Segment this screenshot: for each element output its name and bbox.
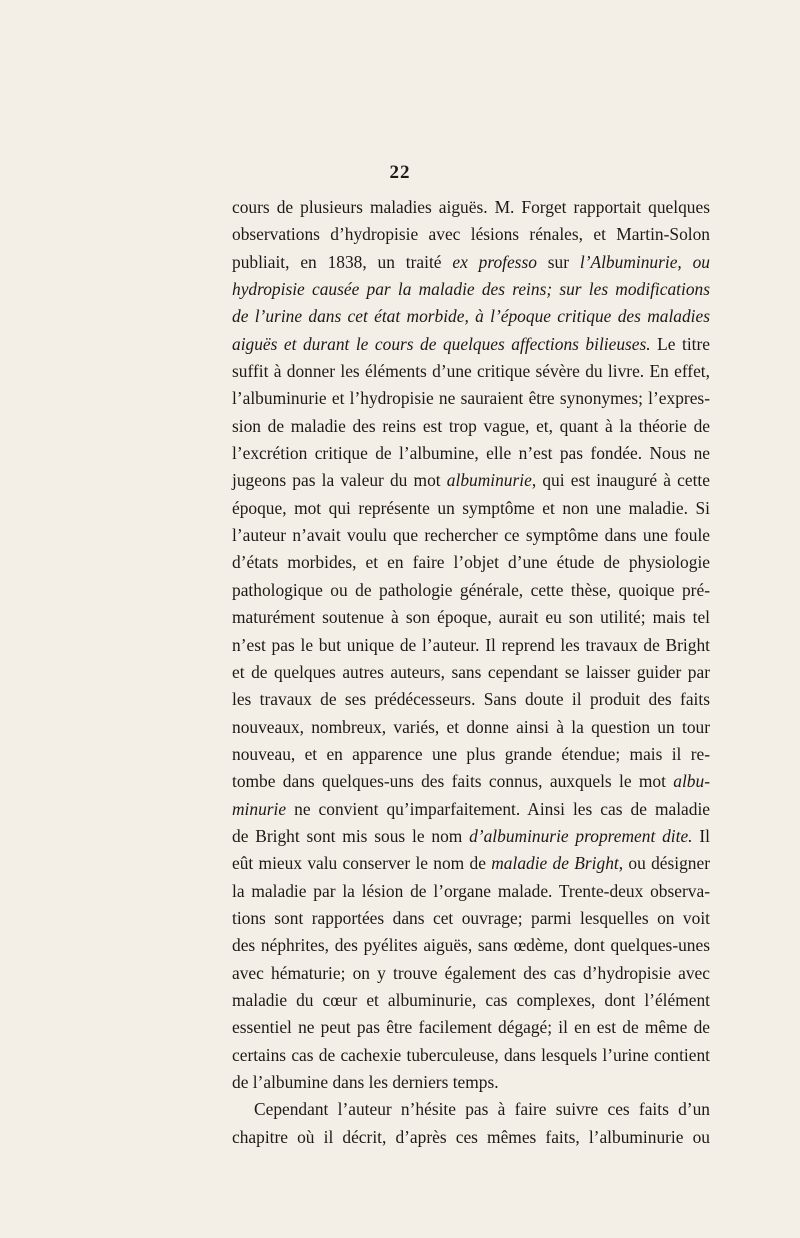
- text-line: [232, 659, 710, 686]
- paragraph: [232, 1096, 710, 1151]
- text-line: [232, 987, 710, 1014]
- body-text: [232, 194, 710, 1151]
- text-segment: cours de plusieurs maladies aiguës. M. Forget rapportait quelques: [232, 197, 710, 217]
- text-segment: eût mieux valu conserver le nom de: [232, 853, 492, 874]
- text-segment: suffit à donner les éléments d’une critique sévère du livre. En effet,: [232, 361, 710, 382]
- text-line: [232, 385, 710, 412]
- text-segment: et de quelques autres auteurs, sans cependant se laisser guider par: [232, 661, 710, 682]
- text-line: [232, 331, 710, 358]
- text-segment: Cependant l’auteur n’hésite pas à faire suivre ces faits d’un: [254, 1099, 710, 1120]
- text-segment: maturément soutenue à son époque, aurait eu son utilité; mais tel: [232, 607, 710, 628]
- text-segment: l’auteur n’avait voulu que rechercher ce symptôme dans une foule: [232, 525, 710, 546]
- italic-text: minurie: [232, 798, 287, 819]
- text-segment: observations d’hydropisie avec lésions rénales, et Martin-Solon: [232, 224, 710, 245]
- italic-text: de l’urine dans cet état morbide, à l’époque critique des maladies: [232, 306, 710, 327]
- text-line: [232, 221, 710, 248]
- text-line: [232, 823, 710, 850]
- text-line: [232, 1069, 710, 1096]
- text-line: [232, 440, 710, 467]
- text-segment: les travaux de ses prédécesseurs. Sans doute il produit des faits: [232, 689, 710, 710]
- text-line: [232, 358, 710, 385]
- text-line: [232, 1042, 710, 1069]
- text-segment: la maladie par la lésion de l’organe malade. Trente-deux observa-: [232, 880, 710, 901]
- text-segment: nouveaux, nombreux, variés, et donne ainsi à la question un tour: [232, 716, 710, 737]
- text-segment: maladie du cœur et albuminurie, cas complexes, dont l’élément: [232, 989, 710, 1010]
- text-line: [232, 1096, 710, 1123]
- text-line: [232, 850, 710, 877]
- text-segment: Il: [692, 825, 710, 846]
- text-line: [232, 905, 710, 932]
- text-segment: d’états morbides, et en faire l’objet d’une étude de physiologie: [232, 552, 710, 573]
- text-segment: époque, mot qui représente un symptôme et non une maladie. Si: [232, 497, 710, 518]
- text-segment: nouveau, et en apparence une plus grande étendue; mais il re-: [232, 743, 710, 764]
- text-segment: ne convient qu’imparfaitement. Ainsi les cas de maladie: [286, 798, 710, 819]
- text-line: [232, 413, 710, 440]
- text-segment: l’albuminurie et l’hydropisie ne sauraient être synonymes; l’expres-: [232, 388, 710, 409]
- text-line: [232, 932, 710, 959]
- text-segment: avec hématurie; on y trouve également des cas d’hydropisie avec: [232, 962, 710, 983]
- text-segment: de Bright sont mis sous le nom: [232, 825, 470, 846]
- text-line: [232, 577, 710, 604]
- text-segment: tions sont rapportées dans cet ouvrage; parmi lesquelles on voit: [232, 907, 710, 928]
- italic-text: aiguës et durant le cours de quelques affections bilieuses.: [232, 333, 651, 354]
- text-line: [232, 549, 710, 576]
- text-segment: pathologique ou de pathologie générale, cette thèse, quoique pré-: [232, 579, 710, 600]
- text-line: [232, 878, 710, 905]
- text-segment: , ou désigner: [618, 853, 710, 874]
- text-segment: sur: [536, 251, 580, 272]
- italic-text: albuminurie: [446, 470, 532, 491]
- text-line: [232, 632, 710, 659]
- text-line: [232, 686, 710, 713]
- text-line: [232, 522, 710, 549]
- text-line: [232, 604, 710, 631]
- italic-text: albu-: [673, 771, 710, 792]
- italic-text: ex professo: [452, 251, 537, 272]
- italic-text: l’Albuminurie, ou: [579, 251, 711, 272]
- text-segment: certains cas de cachexie tuberculeuse, dans lesquels l’urine contient: [232, 1044, 710, 1065]
- text-line: [232, 960, 710, 987]
- text-segment: n’est pas le but unique de l’auteur. Il reprend les travaux de Bright: [232, 634, 710, 655]
- text-segment: jugeons pas la valeur du mot: [232, 470, 447, 491]
- italic-text: maladie de Bright: [491, 853, 619, 874]
- paragraph: [232, 194, 710, 1096]
- text-line: [232, 495, 710, 522]
- text-line: [232, 303, 710, 330]
- text-segment: l’excrétion critique de l’albumine, elle n’est pas fondée. Nous ne: [232, 443, 710, 464]
- text-line: [232, 1124, 710, 1151]
- text-line: [232, 1014, 710, 1041]
- text-segment: Le titre: [650, 333, 710, 354]
- page-number: 22: [389, 162, 411, 183]
- italic-text: hydropisie causée par la maladie des reins; sur les modifications: [232, 279, 710, 300]
- text-segment: de l’albumine dans les derniers temps.: [232, 1072, 499, 1092]
- text-line: [232, 796, 710, 823]
- text-line: [232, 194, 710, 221]
- text-segment: essentiel ne peut pas être facilement dégagé; il en est de même de: [232, 1017, 710, 1038]
- text-line: [232, 768, 710, 795]
- text-segment: chapitre où il décrit, d’après ces mêmes faits, l’albuminurie ou: [232, 1126, 710, 1147]
- text-line: [232, 249, 710, 276]
- text-segment: , qui est inauguré à cette: [531, 470, 710, 491]
- text-line: [232, 276, 710, 303]
- text-segment: sion de maladie des reins est trop vague, et, quant à la théorie de: [232, 415, 710, 436]
- italic-text: d’albuminurie proprement dite.: [469, 825, 693, 846]
- text-segment: publiait, en 1838, un traité: [232, 251, 453, 272]
- text-segment: des néphrites, des pyélites aiguës, sans œdème, dont quelques-unes: [232, 935, 710, 956]
- text-segment: tombe dans quelques-uns des faits connus, auxquels le mot: [232, 771, 674, 792]
- text-line: [232, 714, 710, 741]
- text-line: [232, 467, 710, 494]
- text-line: [232, 741, 710, 768]
